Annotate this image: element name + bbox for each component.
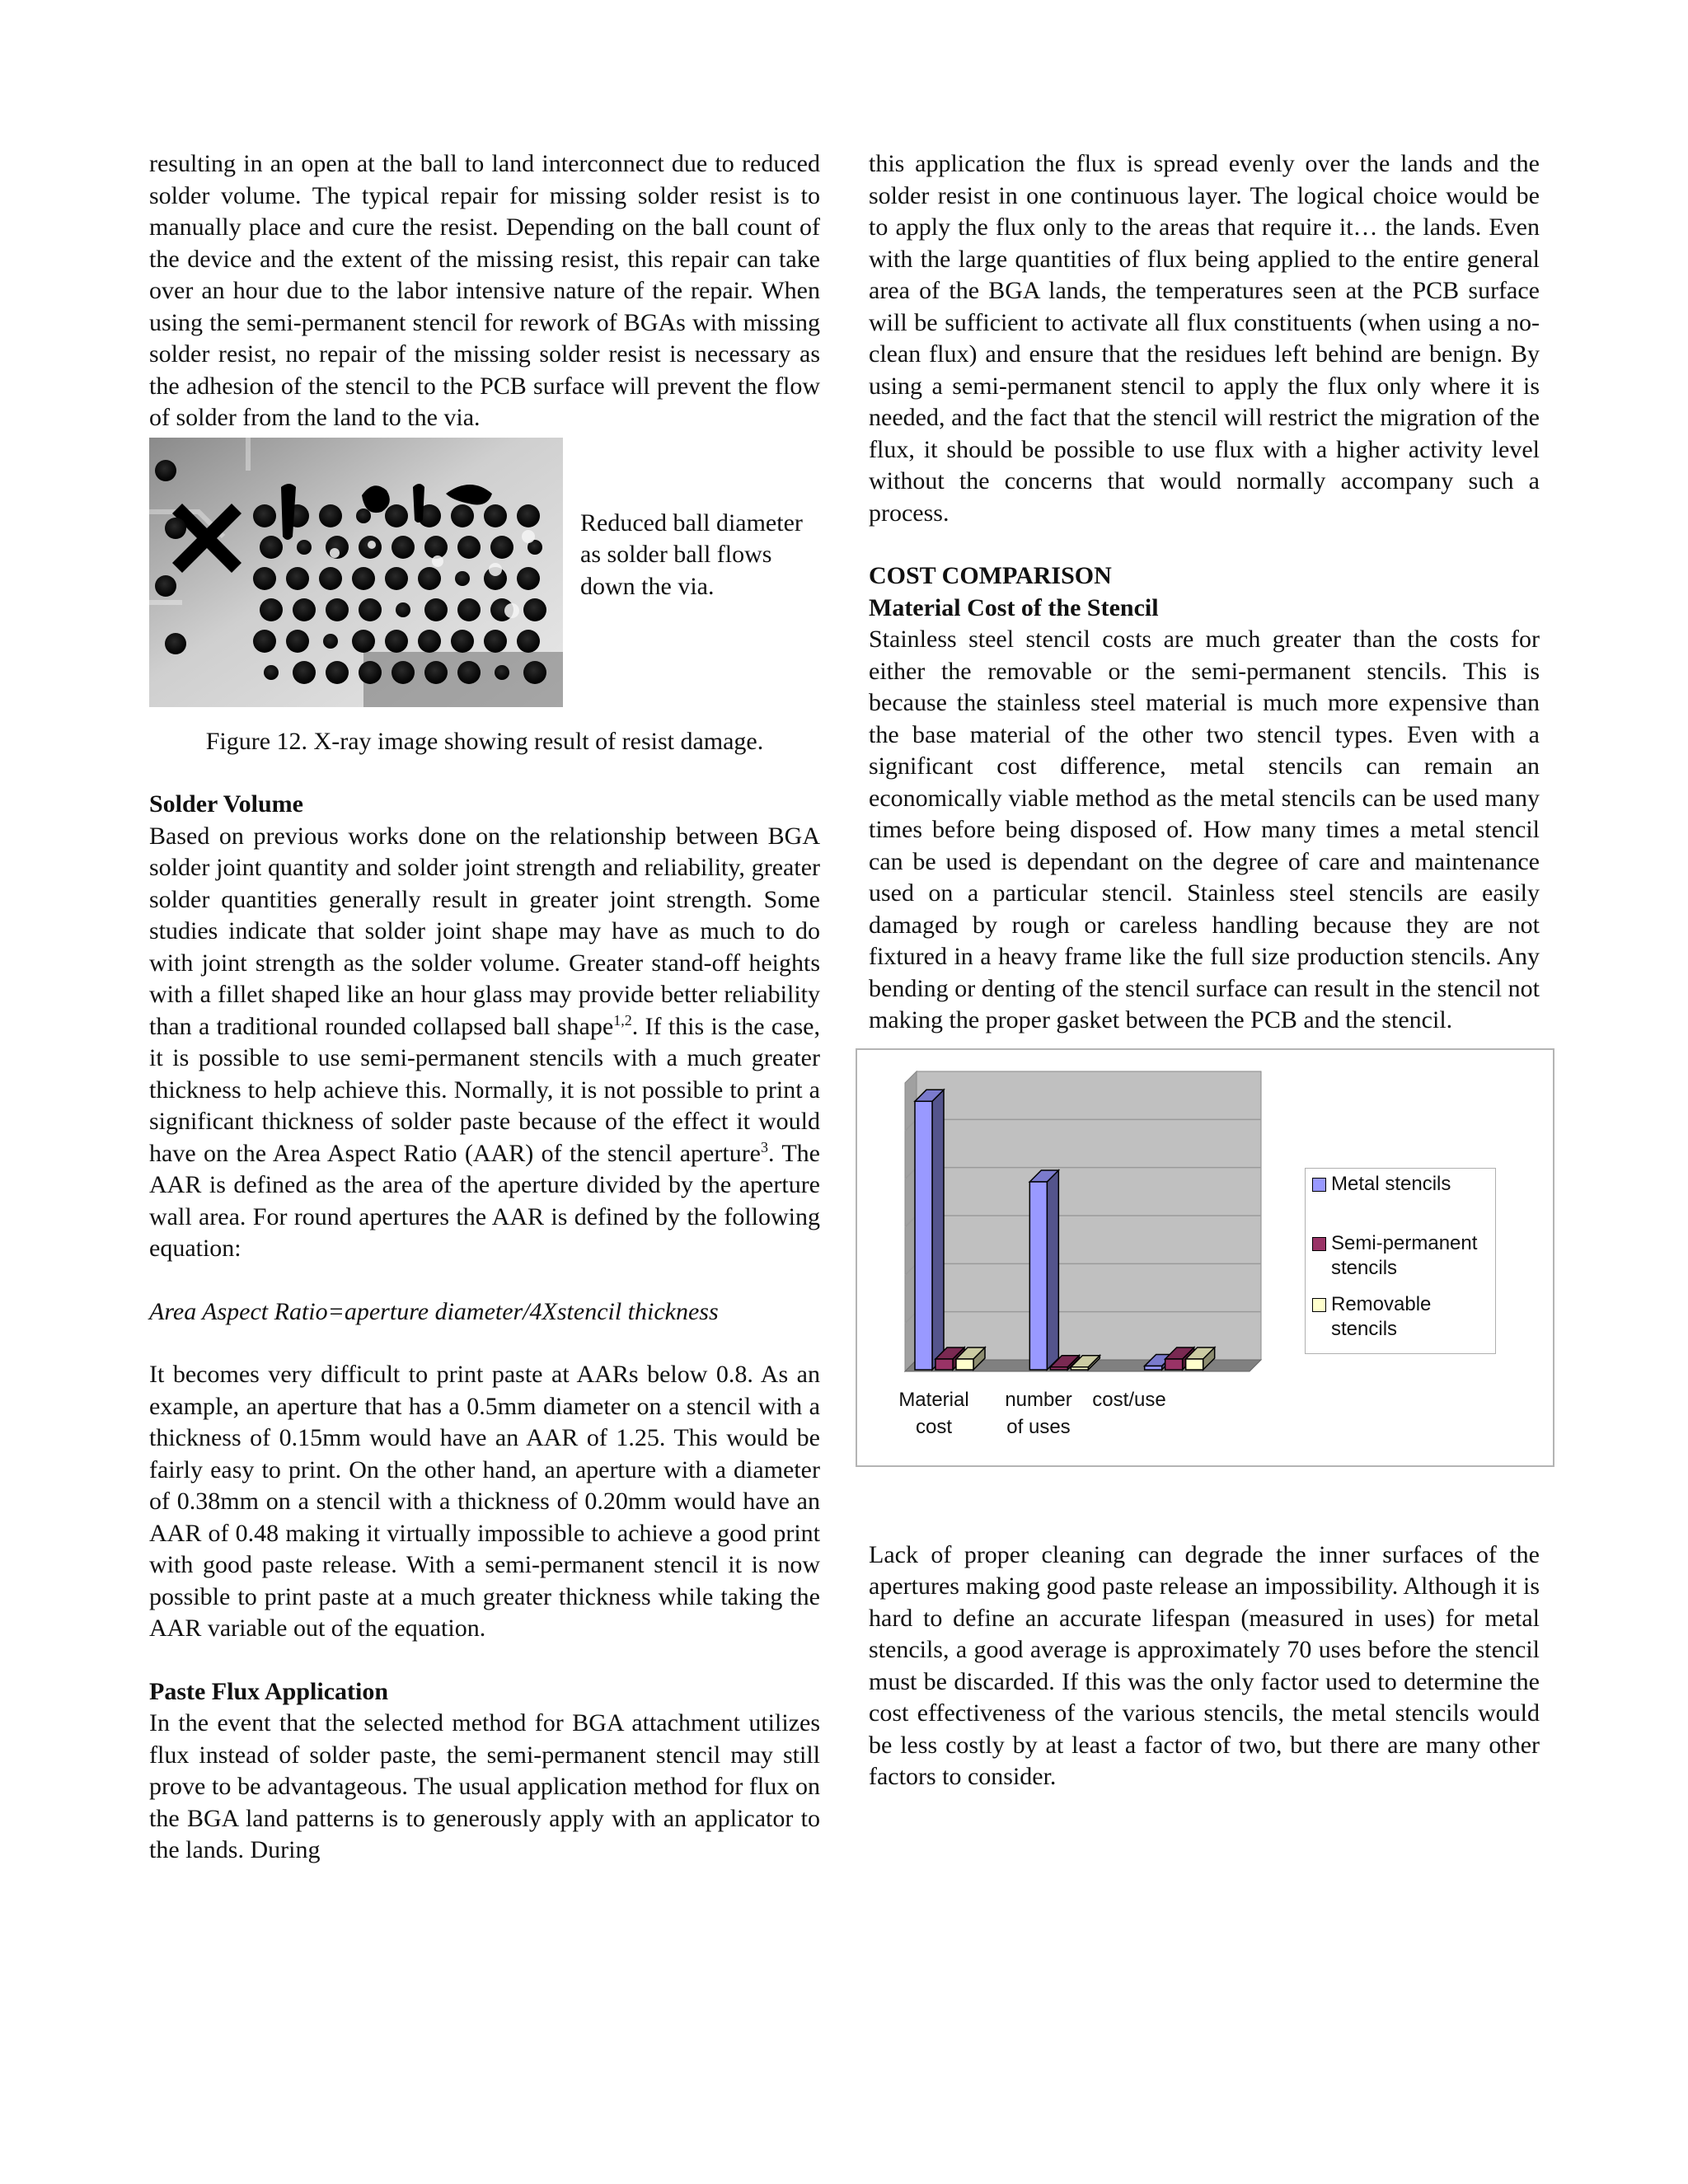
solder-ball — [326, 598, 349, 621]
paste-flux-paragraph-1: In the event that the selected method for BGA attachment utilizes flux instead of solder paste, the semi-permanent stencil may still prove to be advantageous. The usual application method for flux on the BGA land patterns is to generously apply with an applicator to the lands. During — [149, 1709, 820, 1863]
solder-ball — [253, 630, 276, 653]
solder-ball — [385, 567, 408, 590]
solder-ball — [286, 630, 309, 653]
cost-chart — [856, 1048, 1554, 1467]
solder-ball — [326, 661, 349, 684]
solder-ball — [451, 630, 474, 653]
bar-material-cost-2 — [956, 1358, 973, 1369]
solder-ball — [451, 504, 474, 527]
solder-volume-paragraph-2: It becomes very difficult to print paste at AARs below 0.8. As an example, an aperture that has a 0.5mm diameter on a stencil with a thickness of 0.15mm would have an AAR of 1.25. This would be fairly easy to print. On the other hand, an aperture with a diameter of 0.38mm on a stencil with a thickness of 0.20mm would have an AAR of 0.48 making it virtually impossible to achieve a good print with good paste release. With a semi-permanent stencil it is now possible to print paste at a much greater thickness while taking the AAR variable out of the equation. — [149, 1361, 820, 1642]
xray-image — [149, 438, 563, 707]
citation-1-2: 1,2 — [613, 1011, 632, 1029]
solder-ball — [517, 504, 540, 527]
category-label-line: Material — [898, 1388, 969, 1411]
solder-ball — [165, 518, 186, 539]
solder-ball — [517, 567, 540, 590]
solder-ball — [385, 504, 408, 527]
bar-number-of-uses-2 — [1071, 1366, 1088, 1369]
solder-ball — [490, 536, 513, 559]
solder-ball — [260, 598, 283, 621]
solder-ball — [253, 504, 276, 527]
heading-material-cost: Material Cost of the Stencil — [869, 593, 1159, 621]
solder-ball — [517, 630, 540, 653]
solder-ball — [523, 598, 546, 621]
right-column — [869, 148, 1540, 1793]
left-paragraph-1: resulting in an open at the ball to land interconnect due to reduced solder volume. The typical repair for missing solder resist is to manually place and cure the resist. Depending on the ball count of the device and the extent of the missing resist, this repair can take over an hour due to the labor intensive nature of the repair. When using the semi-permanent stencil for rework of BGAs with missing solder resist, no repair of the missing solder resist is necessary as the adhesion of the stencil to the PCB surface will prevent the flow of solder from the land to the via. — [149, 150, 820, 431]
right-paragraph-2: Stainless steel stencil costs are much greater than the costs for either the removable or the semi-permanent stencils. This is because the stainless steel material is much more expensive than the base material of the other two stencil types. Even with a significant cost difference, metal stencils can remain an economically viable method as the metal stencils can be used many times before being disposed of. How many times a metal stencil can be used is dependant on the degree of care and maintenance used on a particular stencil. Stainless steel stencils are easily damaged by rough or careless handling because they are not fixtured in a heavy frame like the full size production stencils. Any bending or denting of the stencil surface can result in the stencil not making the proper gasket between the PCB and the stencil. — [869, 626, 1540, 1033]
figure-caption: Figure 12. X-ray image showing result of resist damage. — [205, 727, 764, 755]
legend-swatch — [1312, 1298, 1326, 1312]
solder-ball — [418, 567, 441, 590]
solder-ball — [319, 504, 342, 527]
chart-legend — [1305, 1168, 1496, 1354]
solder-ball — [352, 630, 375, 653]
category-label-line: cost/use — [1092, 1388, 1166, 1411]
category-label-line: number — [1005, 1388, 1072, 1411]
solder-ball — [484, 630, 507, 653]
bar-material-cost-0 — [915, 1101, 932, 1370]
right-paragraph-1: this application the flux is spread evenly over the lands and the solder resist in one continuous layer. The logical choice would be to apply the flux only to the areas that require it… the lands. Even with the large quantities of flux being applied to the entire general area of the BGA lands, the temperatures seen at the PCB surface will be sufficient to activate all flux constituents (when using a no-clean flux) and ensure that the residues left behind are benign. By using a semi-permanent stencil to apply the flux only where it is needed, and the fact that the stencil will restrict the migration of the flux, it should be possible to use flux with a higher activity level without the concerns that would normally accompany such a process. — [869, 150, 1540, 527]
category-label — [884, 1386, 983, 1441]
bar-number-of-uses-0-side — [1047, 1170, 1058, 1370]
solder-ball — [264, 665, 279, 680]
solder-ball — [418, 630, 441, 653]
solder-ball — [253, 567, 276, 590]
legend-label: Semi-permanent stencils — [1331, 1231, 1478, 1279]
solder-ball — [392, 661, 415, 684]
heading-solder-volume: Solder Volume — [149, 790, 303, 818]
solder-ball — [319, 567, 342, 590]
solder-ball — [165, 633, 186, 654]
solder-ball — [484, 504, 507, 527]
legend-item — [1312, 1172, 1451, 1197]
citation-3: 3 — [761, 1138, 768, 1155]
bar-material-cost-1 — [935, 1358, 953, 1369]
solder-ball — [457, 536, 481, 559]
solder-ball — [293, 661, 316, 684]
category-label — [1080, 1386, 1179, 1413]
bar-cost-use-0 — [1145, 1366, 1162, 1370]
figure-12 — [149, 438, 820, 710]
solder-ball — [260, 536, 283, 559]
legend-swatch — [1312, 1237, 1326, 1251]
bar-material-cost-0-side — [932, 1090, 944, 1370]
solder-ball — [356, 509, 371, 523]
aar-equation: Area Aspect Ratio=aperture diameter/4Xstencil thickness — [149, 1297, 719, 1325]
left-column — [149, 148, 820, 1867]
solder-ball — [457, 598, 481, 621]
solder-ball — [495, 665, 509, 680]
category-label-line: of uses — [1006, 1415, 1071, 1438]
legend-label: Removable stencils — [1331, 1292, 1432, 1340]
solder-ball — [457, 661, 481, 684]
category-label — [989, 1386, 1088, 1441]
heading-paste-flux: Paste Flux Application — [149, 1677, 389, 1705]
legend-swatch — [1312, 1178, 1326, 1192]
solder-ball — [359, 598, 382, 621]
solder-ball — [359, 661, 382, 684]
right-paragraph-3: Lack of proper cleaning can degrade the inner surfaces of the apertures making good paste release an impossibility. Although it is hard to define an accurate lifespan (measured in uses) for metal stencils, a good average is approximately 70 uses before the stencil must be discarded. If this was the only factor used to determine the cost effectiveness of the various stencils, the metal stencils would be less costly by at least a factor of two, but there are many other factors to consider. — [869, 1540, 1540, 1790]
solder-ball — [424, 536, 448, 559]
solder-volume-paragraph-1: Based on previous works done on the relationship between BGA solder joint quantity and solder joint strength and reliability, greater solder quantities generally result in greater joint strength. Some studies indicate that solder joint shape may have as much to do with joint strength as the solder volume. Greater stand-off heights with a fillet shaped like an hour glass may provide better reliability than a traditional rounded collapsed ball shape$^{1,2}$. If this is the case, it is possible to use semi-permanent stencils with a much greater thickness to help achieve this. Normally, it is not possible to print a significant thickness of solder paste because of the effect it would have on the Area Aspect Ratio (AAR) of the stencil aperture$^3$. The AAR is defined as the area of the aperture divided by the aperture wall area. For round apertures the AAR is defined by the following equation: — [149, 822, 820, 1262]
legend-label: Metal stencils — [1331, 1172, 1451, 1195]
solder-ball — [155, 460, 176, 481]
bar-cost-use-2 — [1186, 1358, 1203, 1369]
bar-cost-use-1 — [1165, 1358, 1183, 1369]
solder-ball — [385, 630, 408, 653]
bar-number-of-uses-1 — [1050, 1366, 1067, 1369]
heading-cost-comparison: COST COMPARISON — [869, 562, 1112, 589]
figure-annotation: Reduced ball diameter as solder ball flows down the via. — [580, 509, 803, 600]
solder-ball — [286, 567, 309, 590]
solder-ball — [523, 661, 546, 684]
legend-item — [1312, 1231, 1477, 1281]
solder-ball — [455, 571, 470, 586]
solder-ball — [323, 634, 338, 649]
solder-ball — [352, 567, 375, 590]
solder-ball — [424, 661, 448, 684]
category-label-line: cost — [915, 1415, 952, 1438]
solder-ball — [392, 536, 415, 559]
solder-ball — [297, 540, 312, 555]
legend-item — [1312, 1292, 1495, 1342]
solder-ball — [396, 602, 410, 617]
solder-ball — [155, 575, 176, 597]
bar-number-of-uses-0 — [1029, 1182, 1047, 1370]
solder-ball — [424, 598, 448, 621]
solder-ball — [293, 598, 316, 621]
